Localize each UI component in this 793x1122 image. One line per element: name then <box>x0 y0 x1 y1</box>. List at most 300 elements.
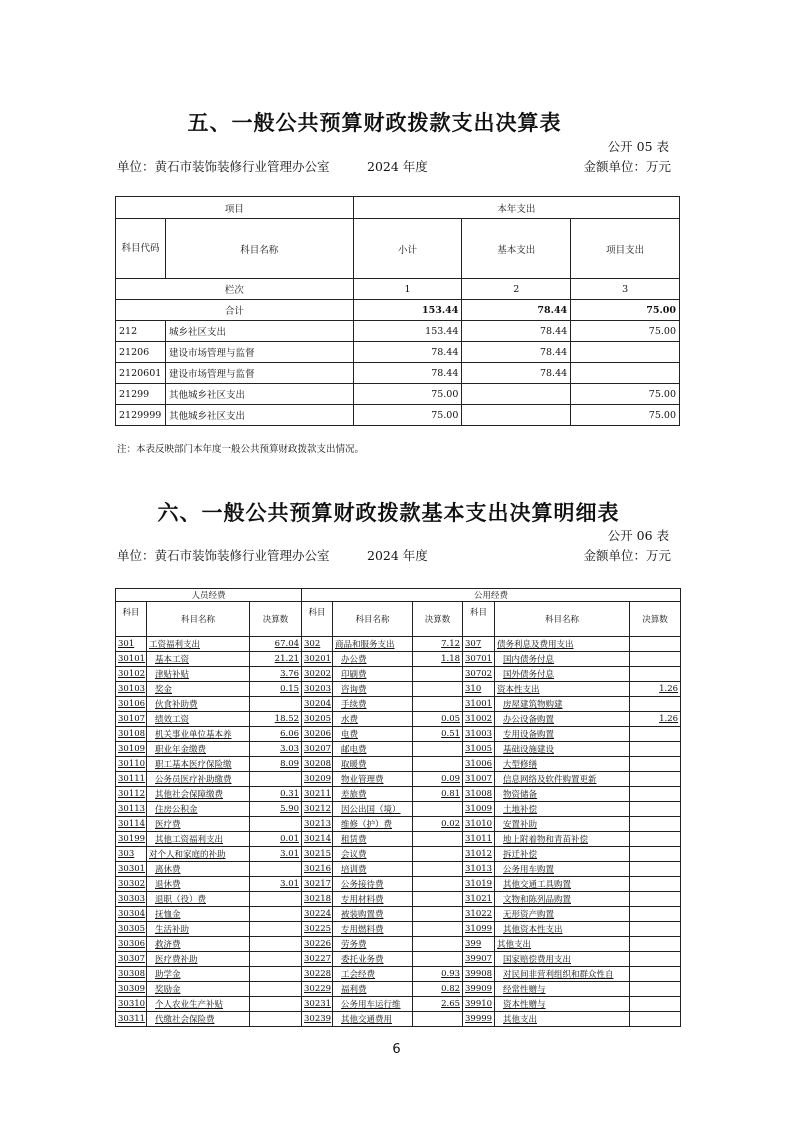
cell-name-1: 助学金 <box>147 967 250 982</box>
header-amount-3: 决算数 <box>630 602 681 637</box>
table-row <box>116 342 680 363</box>
cell-name-2: 委托业务费 <box>333 952 413 967</box>
cell-amount-3 <box>630 982 681 997</box>
table-row <box>116 952 681 967</box>
cell-name-1: 代缴社会保险费 <box>147 1012 250 1027</box>
cell-code-1: 30310 <box>116 997 147 1012</box>
table-row <box>116 817 681 832</box>
cell-amount-3 <box>630 667 681 682</box>
cell-name-2: 差旅费 <box>333 787 413 802</box>
cell-project <box>571 363 680 384</box>
section6-unit: 单位：黄石市装饰装修行业管理办公室 <box>117 548 330 563</box>
cell-name-2: 维修（护）费 <box>333 817 413 832</box>
cell-project: 75.00 <box>571 321 680 342</box>
cell-code-2: 30217 <box>302 877 333 892</box>
cell-name-3: 其他支出 <box>495 1012 630 1027</box>
cell-name-3: 专用设备购置 <box>495 727 630 742</box>
header-code-3: 科目 <box>463 602 495 637</box>
cell-code-3: 39910 <box>463 997 495 1012</box>
cell-code-3: 307 <box>463 637 495 652</box>
cell-amount-1 <box>250 997 302 1012</box>
cell-amount-2 <box>413 937 463 952</box>
cell-code-1: 30109 <box>116 742 147 757</box>
cell-name-2: 咨询费 <box>333 682 413 697</box>
cell-name-1: 离休费 <box>147 862 250 877</box>
cell-code-3: 31007 <box>463 772 495 787</box>
cell-name-1: 医疗费补助 <box>147 952 250 967</box>
cell-basic: 78.44 <box>462 321 571 342</box>
table-row <box>116 982 681 997</box>
cell-name-1: 退休费 <box>147 877 250 892</box>
cell-amount-3 <box>630 637 681 652</box>
cell-code-1: 30103 <box>116 682 147 697</box>
cell-code-2: 30231 <box>302 997 333 1012</box>
cell-code-3: 31099 <box>463 922 495 937</box>
cell-name-3: 文物和陈列品购置 <box>495 892 630 907</box>
header-amount-2: 决算数 <box>413 602 463 637</box>
cell-name-1: 基本工资 <box>147 652 250 667</box>
cell-amount-1: 5.90 <box>250 802 302 817</box>
cell-name-1: 机关事业单位基本养 <box>147 727 250 742</box>
section5-table <box>115 196 680 426</box>
section6-money-unit: 金额单位：万元 <box>583 548 671 563</box>
cell-amount-3 <box>630 772 681 787</box>
section5-money-unit: 金额单位：万元 <box>583 159 671 174</box>
total-label: 合计 <box>116 300 354 321</box>
cell-code-3: 31021 <box>463 892 495 907</box>
cell-name-2: 福利费 <box>333 982 413 997</box>
cell-amount-2 <box>413 697 463 712</box>
cell-name-2: 劳务费 <box>333 937 413 952</box>
cell-name-2: 电费 <box>333 727 413 742</box>
cell-code-3: 31022 <box>463 907 495 922</box>
table-row <box>116 937 681 952</box>
cell-code-3: 31005 <box>463 742 495 757</box>
cell-name-1: 伙食补助费 <box>147 697 250 712</box>
cell-code-2: 30204 <box>302 697 333 712</box>
cell-code: 21206 <box>116 342 166 363</box>
cell-amount-3 <box>630 1012 681 1027</box>
cell-amount-3: 1.26 <box>630 712 681 727</box>
table-row <box>116 787 681 802</box>
cell-name-3: 大型修缮 <box>495 757 630 772</box>
cell-name-1: 津贴补贴 <box>147 667 250 682</box>
cell-name-1: 个人农业生产补贴 <box>147 997 250 1012</box>
cell-code: 21299 <box>116 384 166 405</box>
cell-name-2: 培训费 <box>333 862 413 877</box>
cell-name-3: 对民间非营利组织和群众性自 <box>495 967 630 982</box>
cell-code-1: 30304 <box>116 907 147 922</box>
section5-year: 2024 年度 <box>367 159 428 174</box>
header-basic: 基本支出 <box>462 219 571 279</box>
cell-code-1: 301 <box>116 637 147 652</box>
cell-code-3: 31008 <box>463 787 495 802</box>
cell-name-1: 奖金 <box>147 682 250 697</box>
cell-name-2: 印刷费 <box>333 667 413 682</box>
cell-name: 建设市场管理与监督 <box>165 363 353 384</box>
cell-code-2: 30213 <box>302 817 333 832</box>
cell-amount-1: 3.03 <box>250 742 302 757</box>
cell-name-1: 公务员医疗补助缴费 <box>147 772 250 787</box>
cell-name-1: 救济费 <box>147 937 250 952</box>
cell-amount-3: 1.26 <box>630 682 681 697</box>
cell-code-1: 30114 <box>116 817 147 832</box>
cell-subtotal: 75.00 <box>353 384 462 405</box>
cell-code-3: 39908 <box>463 967 495 982</box>
cell-name-3: 债务利息及费用支出 <box>495 637 630 652</box>
table-row <box>116 652 681 667</box>
table-row <box>116 967 681 982</box>
table-row <box>116 757 681 772</box>
cell-name-1: 退职（役）费 <box>147 892 250 907</box>
table-row <box>116 997 681 1012</box>
cell-amount-3 <box>630 847 681 862</box>
cell-name-2: 物业管理费 <box>333 772 413 787</box>
cell-name-2: 租赁费 <box>333 832 413 847</box>
cell-name-2: 公务接待费 <box>333 877 413 892</box>
cell-code-3: 31013 <box>463 862 495 877</box>
cell-name-2: 专用材料费 <box>333 892 413 907</box>
cell-name-3: 物资储备 <box>495 787 630 802</box>
header-name-3: 科目名称 <box>495 602 630 637</box>
cell-code-3: 39907 <box>463 952 495 967</box>
cell-amount-2 <box>413 832 463 847</box>
cell-name-3: 地上附着物和青苗补偿 <box>495 832 630 847</box>
cell-code-2: 30229 <box>302 982 333 997</box>
cell-amount-1 <box>250 967 302 982</box>
cell-code-2: 30209 <box>302 772 333 787</box>
cell-amount-1: 8.09 <box>250 757 302 772</box>
cell-code-1: 30306 <box>116 937 147 952</box>
table-row <box>116 727 681 742</box>
cell-amount-2: 0.51 <box>413 727 463 742</box>
cell-code-1: 30108 <box>116 727 147 742</box>
cell-name-3: 资本性赠与 <box>495 997 630 1012</box>
table-row <box>116 922 681 937</box>
cell-code-1: 30309 <box>116 982 147 997</box>
cell-name-1: 其他社会保障缴费 <box>147 787 250 802</box>
cell-amount-1: 18.52 <box>250 712 302 727</box>
cell-amount-1: 0.01 <box>250 832 302 847</box>
cell-code-2: 30216 <box>302 862 333 877</box>
cell-amount-2 <box>413 892 463 907</box>
cell-code-1: 30308 <box>116 967 147 982</box>
cell-name-3: 经常性赠与 <box>495 982 630 997</box>
cell-code-2: 30227 <box>302 952 333 967</box>
cell-name-2: 被装购置费 <box>333 907 413 922</box>
section6-form-no: 公开 06 表 <box>607 528 669 543</box>
cell-name-3: 办公设备购置 <box>495 712 630 727</box>
cell-code-1: 30112 <box>116 787 147 802</box>
cell-name-2: 因公出国（境） <box>333 802 413 817</box>
cell-amount-1 <box>250 817 302 832</box>
table-row <box>116 384 680 405</box>
cell-code-2: 30214 <box>302 832 333 847</box>
page-number: 6 <box>392 1042 401 1057</box>
cell-name-1: 其他工资福利支出 <box>147 832 250 847</box>
cell-name-1: 工资福利支出 <box>147 637 250 652</box>
cell-project: 75.00 <box>571 384 680 405</box>
cell-name: 建设市场管理与监督 <box>165 342 353 363</box>
cell-amount-2 <box>413 742 463 757</box>
cell-amount-2: 0.09 <box>413 772 463 787</box>
cell-amount-2: 0.05 <box>413 712 463 727</box>
cell-code-1: 30311 <box>116 1012 147 1027</box>
cell-project: 75.00 <box>571 405 680 426</box>
cell-amount-2: 0.81 <box>413 787 463 802</box>
cell-name: 城乡社区支出 <box>165 321 353 342</box>
cell-code: 2120601 <box>116 363 166 384</box>
cell-code-2: 30203 <box>302 682 333 697</box>
cell-amount-2 <box>413 862 463 877</box>
cell-code-3: 31006 <box>463 757 495 772</box>
cell-name-1: 职工基本医疗保险缴 <box>147 757 250 772</box>
cell-code-1: 30113 <box>116 802 147 817</box>
table-row <box>116 405 680 426</box>
cell-code-1: 30101 <box>116 652 147 667</box>
table-row <box>116 637 681 652</box>
cell-subtotal: 75.00 <box>353 405 462 426</box>
cell-amount-3 <box>630 997 681 1012</box>
cell-amount-3 <box>630 652 681 667</box>
cell-code-2: 30239 <box>302 1012 333 1027</box>
cell-code-2: 30208 <box>302 757 333 772</box>
cell-code-3: 31010 <box>463 817 495 832</box>
cell-amount-3 <box>630 757 681 772</box>
cell-code-3: 30702 <box>463 667 495 682</box>
cell-amount-2 <box>413 682 463 697</box>
cell-code-3: 31019 <box>463 877 495 892</box>
cell-code-2: 30205 <box>302 712 333 727</box>
cell-amount-2 <box>413 877 463 892</box>
header-name: 科目名称 <box>165 219 353 279</box>
cell-name-1: 职业年金缴费 <box>147 742 250 757</box>
cell-name-3: 其他资本性支出 <box>495 922 630 937</box>
table-row <box>116 363 680 384</box>
table-row <box>116 832 681 847</box>
table-row <box>116 907 681 922</box>
cell-amount-2: 0.82 <box>413 982 463 997</box>
cell-amount-2 <box>413 1012 463 1027</box>
cell-name-2: 取暖费 <box>333 757 413 772</box>
cell-name-3: 公务用车购置 <box>495 862 630 877</box>
cell-code-2: 30206 <box>302 727 333 742</box>
col-index-2: 2 <box>462 279 571 300</box>
cell-code-2: 30201 <box>302 652 333 667</box>
cell-basic: 78.44 <box>462 363 571 384</box>
cell-name-3: 国内债务付息 <box>495 652 630 667</box>
cell-amount-1 <box>250 772 302 787</box>
table-row <box>116 712 681 727</box>
cell-code-3: 31009 <box>463 802 495 817</box>
cell-subtotal: 153.44 <box>353 321 462 342</box>
cell-name-3: 资本性支出 <box>495 682 630 697</box>
header-name-1: 科目名称 <box>147 602 250 637</box>
cell-name-3: 无形资产购置 <box>495 907 630 922</box>
cell-amount-1 <box>250 922 302 937</box>
cell-name-2: 其他交通费用 <box>333 1012 413 1027</box>
cell-amount-1 <box>250 892 302 907</box>
section6-title: 六、一般公共预算财政拨款基本支出决算明细表 <box>157 501 620 525</box>
cell-code-2: 30202 <box>302 667 333 682</box>
header-public: 公用经费 <box>302 589 681 602</box>
cell-code-1: 30305 <box>116 922 147 937</box>
cell-code-2: 302 <box>302 637 333 652</box>
cell-amount-2 <box>413 802 463 817</box>
table-row <box>116 802 681 817</box>
cell-name-1: 医疗费 <box>147 817 250 832</box>
cell-amount-3 <box>630 892 681 907</box>
cell-amount-3 <box>630 697 681 712</box>
cell-name-3: 基础设施建设 <box>495 742 630 757</box>
cell-code-2: 30226 <box>302 937 333 952</box>
cell-code-3: 399 <box>463 937 495 952</box>
cell-amount-2 <box>413 847 463 862</box>
table-row <box>116 667 681 682</box>
cell-code-2: 30212 <box>302 802 333 817</box>
cell-amount-3 <box>630 937 681 952</box>
cell-code-3: 31003 <box>463 727 495 742</box>
cell-name-2: 会议费 <box>333 847 413 862</box>
cell-name-3: 拆迁补偿 <box>495 847 630 862</box>
cell-amount-1 <box>250 952 302 967</box>
cell-subtotal: 78.44 <box>353 363 462 384</box>
cell-amount-1: 3.01 <box>250 847 302 862</box>
table-row <box>116 321 680 342</box>
table-row <box>116 877 681 892</box>
header-name-2: 科目名称 <box>333 602 413 637</box>
cell-basic <box>462 384 571 405</box>
cell-code-3: 31001 <box>463 697 495 712</box>
cell-code-3: 31002 <box>463 712 495 727</box>
cell-basic <box>462 405 571 426</box>
header-column-index: 栏次 <box>116 279 354 300</box>
cell-name-1: 抚恤金 <box>147 907 250 922</box>
cell-code-1: 30303 <box>116 892 147 907</box>
cell-code-3: 310 <box>463 682 495 697</box>
cell-amount-3 <box>630 907 681 922</box>
cell-project <box>571 342 680 363</box>
cell-name-2: 水费 <box>333 712 413 727</box>
cell-name-3: 信息网络及软件购置更新 <box>495 772 630 787</box>
total-project: 75.00 <box>571 300 680 321</box>
section6-table <box>115 588 681 1027</box>
cell-code: 2129999 <box>116 405 166 426</box>
table-row <box>116 772 681 787</box>
cell-code-3: 39999 <box>463 1012 495 1027</box>
cell-amount-1 <box>250 1012 302 1027</box>
cell-code-2: 30211 <box>302 787 333 802</box>
cell-amount-3 <box>630 727 681 742</box>
cell-amount-3 <box>630 832 681 847</box>
cell-code-1: 30199 <box>116 832 147 847</box>
cell-amount-1 <box>250 937 302 952</box>
cell-amount-2: 0.93 <box>413 967 463 982</box>
cell-code-1: 30302 <box>116 877 147 892</box>
cell-amount-2 <box>413 952 463 967</box>
cell-code-3: 31012 <box>463 847 495 862</box>
cell-amount-2 <box>413 667 463 682</box>
table-row <box>116 847 681 862</box>
total-basic: 78.44 <box>462 300 571 321</box>
cell-name: 其他城乡社区支出 <box>165 384 353 405</box>
cell-amount-1 <box>250 697 302 712</box>
section5-unit: 单位：黄石市装饰装修行业管理办公室 <box>117 159 330 174</box>
cell-amount-3 <box>630 922 681 937</box>
section5-note: 注：本表反映部门本年度一般公共预算财政拨款支出情况。 <box>117 444 365 455</box>
cell-name-3: 房屋建筑物购建 <box>495 697 630 712</box>
cell-code-2: 30224 <box>302 907 333 922</box>
cell-amount-2: 1.18 <box>413 652 463 667</box>
cell-amount-1 <box>250 862 302 877</box>
cell-name-3: 其他交通工具购置 <box>495 877 630 892</box>
cell-amount-3 <box>630 862 681 877</box>
header-subtotal: 小计 <box>353 219 462 279</box>
cell-amount-2: 7.12 <box>413 637 463 652</box>
cell-amount-3 <box>630 877 681 892</box>
section5-form-no: 公开 05 表 <box>607 139 669 154</box>
cell-code-1: 30307 <box>116 952 147 967</box>
cell-name-3: 土地补偿 <box>495 802 630 817</box>
cell-amount-1: 3.01 <box>250 877 302 892</box>
cell-code-2: 30228 <box>302 967 333 982</box>
table-row <box>116 682 681 697</box>
cell-name-2: 手续费 <box>333 697 413 712</box>
table-row <box>116 742 681 757</box>
header-amount-1: 决算数 <box>250 602 302 637</box>
table-row <box>116 1012 681 1027</box>
cell-amount-1: 3.76 <box>250 667 302 682</box>
cell-amount-1 <box>250 907 302 922</box>
cell-code-2: 30218 <box>302 892 333 907</box>
cell-code-3: 30701 <box>463 652 495 667</box>
cell-name-2: 公务用车运行维 <box>333 997 413 1012</box>
header-code: 科目代码 <box>116 219 166 279</box>
table-row <box>116 892 681 907</box>
header-project-exp: 项目支出 <box>571 219 680 279</box>
cell-name-2: 办公费 <box>333 652 413 667</box>
col-index-3: 3 <box>571 279 680 300</box>
cell-name-1: 住房公积金 <box>147 802 250 817</box>
cell-name-3: 国外债务付息 <box>495 667 630 682</box>
cell-amount-1: 21.21 <box>250 652 302 667</box>
table-row <box>116 862 681 877</box>
header-personnel: 人员经费 <box>116 589 302 602</box>
cell-name-1: 对个人和家庭的补助 <box>147 847 250 862</box>
cell-code-1: 30102 <box>116 667 147 682</box>
cell-name-2: 工会经费 <box>333 967 413 982</box>
cell-amount-1 <box>250 982 302 997</box>
section5-title: 五、一般公共预算财政拨款支出决算表 <box>187 111 562 135</box>
header-code-2: 科目 <box>302 602 333 637</box>
cell-amount-3 <box>630 952 681 967</box>
cell-code-2: 30225 <box>302 922 333 937</box>
cell-name-3: 其他支出 <box>495 937 630 952</box>
cell-name-2: 专用燃料费 <box>333 922 413 937</box>
cell-name: 其他城乡社区支出 <box>165 405 353 426</box>
cell-code-1: 30301 <box>116 862 147 877</box>
cell-code-1: 30110 <box>116 757 147 772</box>
total-subtotal: 153.44 <box>353 300 462 321</box>
cell-amount-2 <box>413 757 463 772</box>
cell-code-3: 39909 <box>463 982 495 997</box>
cell-name-1: 绩效工资 <box>147 712 250 727</box>
table-row <box>116 697 681 712</box>
cell-amount-3 <box>630 967 681 982</box>
cell-amount-2 <box>413 922 463 937</box>
header-current-year: 本年支出 <box>353 197 679 219</box>
cell-amount-1: 0.15 <box>250 682 302 697</box>
